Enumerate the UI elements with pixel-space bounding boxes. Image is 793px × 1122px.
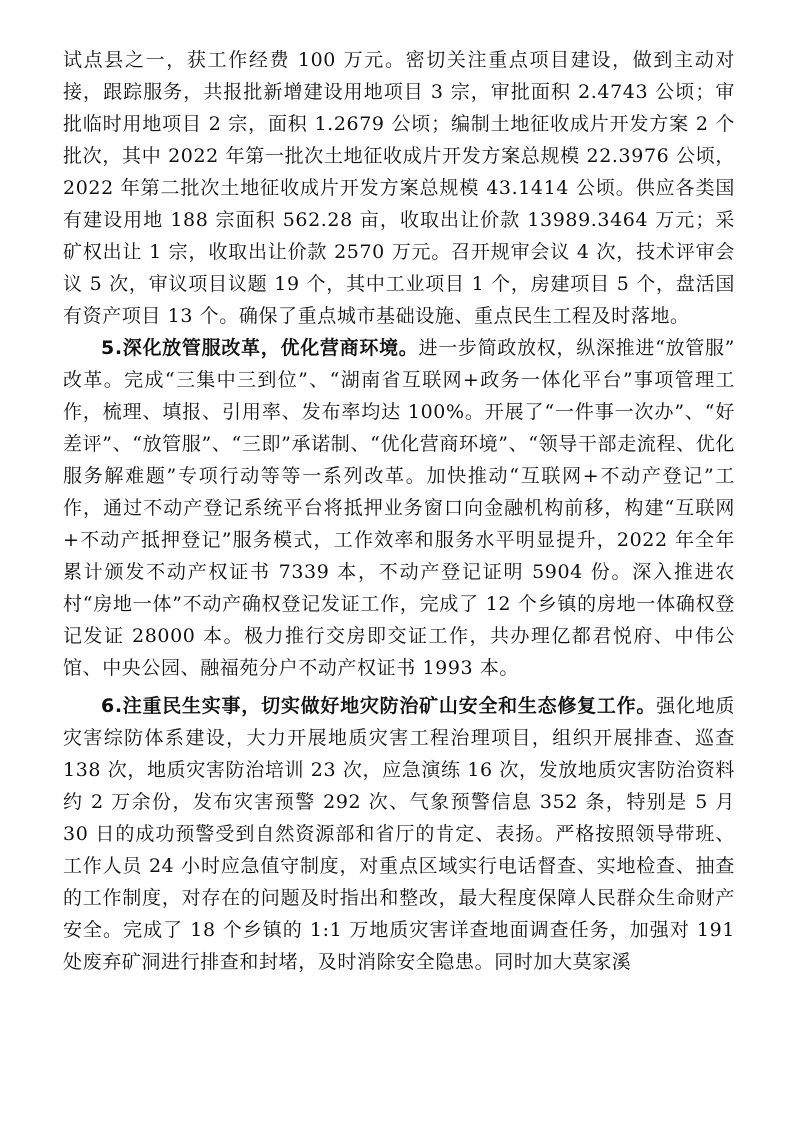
section-5-heading: 5.深化放管服改革，优化营商环境。 [101,337,419,359]
section-5-paragraph [63,332,735,684]
paragraph-land-use: 试点县之一，获工作经费 100 万元。密切关注重点项目建设，做到主动对接，跟踪服务，共报批新增建设用地项目 3 宗，审批面积 2.4743 公顷；审批临时用地项目 2 宗，面积 1.2679 公顷；编制土地征收成片开发方案 2 个批次，其中 2022 年第一批次土地征收成片开发方案总规模 22.3976 公顷，2022 年第二批次土地征收成片开发方案总规模 43.1414 公顷。供应各类国有建设用地 188 宗面积 562.28 亩，收取出让价款 13989.3464 万元；采矿权出让 1 宗，收取出让价款 2570 万元。召开规审会议 4 次，技术评审会议 5 次，审议项目议题 19 个，其中工业项目 1 个，房建项目 5 个，盘活国有资产项目 13 个。确保了重点城市基础设施、重点民生工程及时落地。 [63,49,735,327]
section-6-heading: 6.注重民生实事，切实做好地灾防治矿山安全和生态修复工作。 [101,695,657,717]
section-6-body: 强化地质灾害综防体系建设，大力开展地质灾害工程治理项目，组织开展排查、巡查 138 次，地质灾害防治培训 23 次，应急演练 16 次，发放地质灾害防治资料约 2 万余份，发布灾害预警 292 次、气象预警信息 352 条，特别是 5 月 30 日的成功预警受到自然资源部和省厅的肯定、表扬。严格按照领导带班、工作人员 24 小时应急值守制度，对重点区域实行电话督查、实地检查、抽查的工作制度，对存在的问题及时指出和整改，最大程度保障人民群众生命财产安全。完成了 18 个乡镇的 1:1 万地质灾害详查地面调查任务，加强对 191 处废弃矿洞进行排查和封堵，及时消除安全隐患。同时加大莫家溪 [63,695,736,973]
section-5-body: 进一步简政放权，纵深推进“放管服” 改革。完成“三集中三到位”、“湖南省互联网+政务一体化平台”事项管理工作，梳理、填报、引用率、发布率均达 100%。开展了“一件事一次办”、“好差评”、“放管服”、“三即”承诺制、“优化营商环境”、“领导干部走流程、优化服务解难题”专项行动等等一系列改革。加快推动“互联网+不动产登记”工作，通过不动产登记系统平台将抵押业务窗口向金融机构前移，构建“互联网+不动产抵押登记”服务模式，工作效率和服务水平明显提升，2022 年全年累计颁发不动产权证书 7339 本，不动产登记证明 5904 份。深入推进农村“房地一体”不动产确权登记发证工作，完成了 12 个乡镇的房地一体确权登记发证 28000 本。极力推行交房即交证工作，共办理亿都君悦府、中伟公馆、中央公园、融福苑分户不动产权证书 1993 本。 [63,337,735,679]
document-page [63,44,735,978]
section-6-paragraph [63,690,735,978]
